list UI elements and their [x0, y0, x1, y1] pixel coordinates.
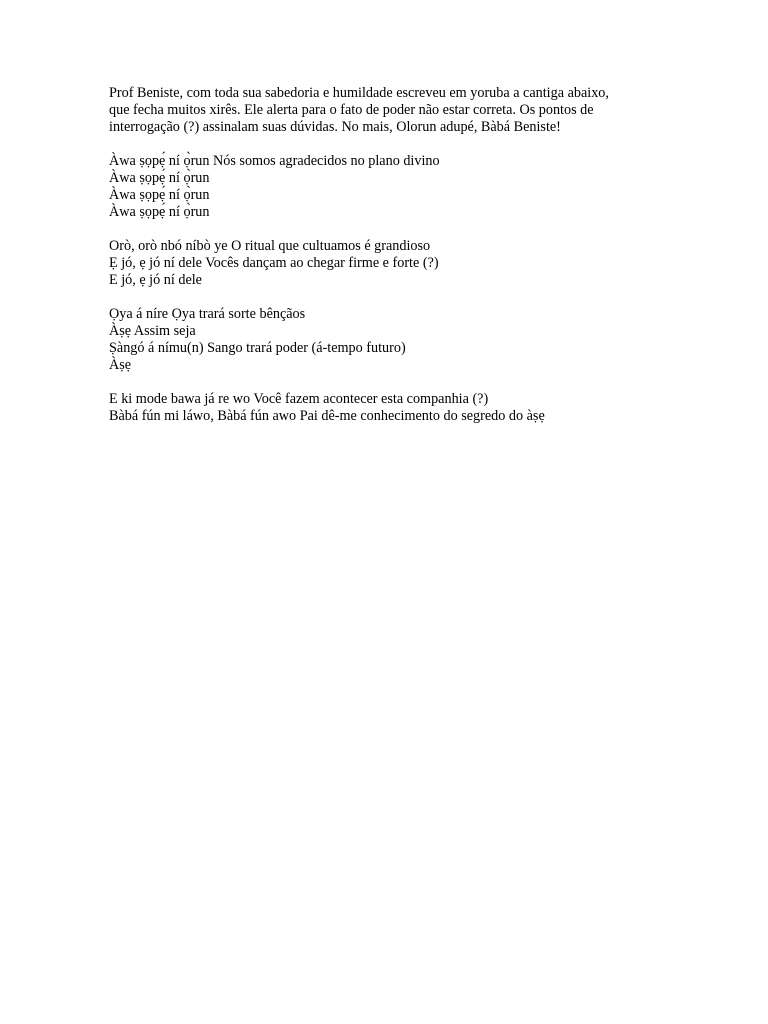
verse-line: Àwa ṣọpẹ́ ní ọ̀run Nós somos agradecidos no plano divino: [109, 153, 440, 169]
document-page: [109, 85, 709, 442]
verse-line: Bàbá fún mi láwo, Bàbá fún awo Pai dê-me conhecimento do segredo do àṣẹ: [109, 408, 545, 424]
verse-line: Àwa ṣọpẹ́ ní ọ̀run: [109, 204, 210, 220]
intro-paragraph: [109, 85, 709, 136]
intro-line: Prof Beniste, com toda sua sabedoria e humildade escreveu em yoruba a cantiga abaixo,: [109, 85, 609, 101]
verse-line: Àwa ṣọpẹ́ ní ọ̀run: [109, 187, 210, 203]
intro-line: que fecha muitos xirês. Ele alerta para o fato de poder não estar correta. Os pontos de: [109, 102, 594, 118]
verse-line: Orò, orò nbó níbò ye O ritual que cultuamos é grandioso: [109, 238, 431, 254]
stanza-3: [109, 306, 709, 374]
verse-line: Àwa ṣọpẹ́ ní ọ̀run: [109, 170, 210, 186]
verse-line: E ki mode bawa já re wo Você fazem acontecer esta companhia (?): [109, 391, 489, 407]
stanza-2: [109, 238, 709, 289]
verse-line: Àṣẹ Assim seja: [109, 323, 196, 339]
verse-line: Àṣẹ: [109, 357, 132, 373]
stanza-1: [109, 153, 709, 221]
verse-line: Ẹ jó, ẹ jó ní dele Vocês dançam ao chegar firme e forte (?): [109, 255, 439, 271]
verse-line: Ọya á níre Ọya trará sorte bênçãos: [109, 306, 306, 322]
intro-line: interrogação (?) assinalam suas dúvidas. No mais, Olorun adupé, Bàbá Beniste!: [109, 119, 561, 135]
verse-line: Ṣàngó á nímu(n) Sango trará poder (á-tempo futuro): [109, 340, 406, 356]
verse-line: E jó, ẹ jó ní dele: [109, 272, 202, 288]
stanza-4: [109, 391, 709, 425]
